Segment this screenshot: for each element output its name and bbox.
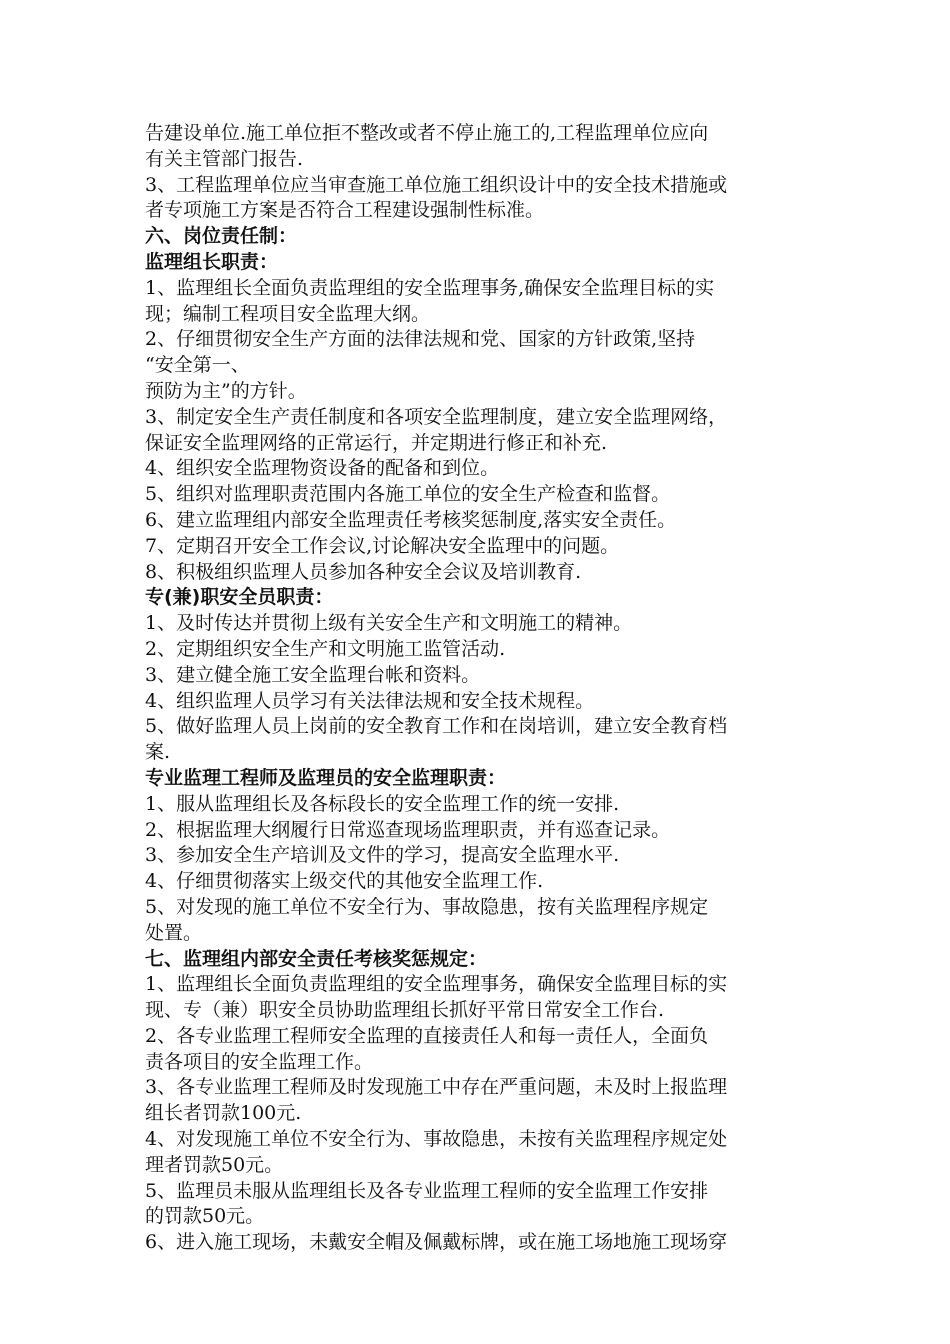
- text-line: 理者罚款50元。: [145, 1153, 284, 1176]
- text-line: 责各项目的安全监理工作。: [145, 1050, 374, 1073]
- text-line: 预防为主”的方针。: [145, 379, 307, 402]
- text-line: 4、组织监理人员学习有关法律法规和安全技术规程。: [145, 689, 595, 712]
- text-line: “安全第一、: [145, 354, 250, 377]
- text-line: 5、对发现的施工单位不安全行为、事故隐患，按有关监理程序规定: [145, 895, 709, 918]
- text-line: 2、定期组织安全生产和文明施工监管活动.: [145, 637, 506, 660]
- text-line: 有关主管部门报告.: [145, 147, 304, 170]
- text-line: 告建设单位.施工单位拒不整改或者不停止施工的,工程监理单位应向: [145, 122, 709, 144]
- text-line: 2、各专业监理工程师安全监理的直接责任人和每一责任人，全面负: [145, 1024, 709, 1047]
- text-line: 3、工程监理单位应当审查施工单位施工组织设计中的安全技术措施或: [145, 173, 728, 196]
- text-line: 组长者罚款100元.: [145, 1102, 302, 1125]
- text-line: 6、进入施工现场，未戴安全帽及佩戴标牌，或在施工场地施工现场穿: [145, 1231, 728, 1254]
- text-line: 8、积极组织监理人员参加各种安全会议及培训教育.: [145, 560, 582, 583]
- text-line: 2、仔细贯彻安全生产方面的法律法规和党、国家的方针政策,坚持: [145, 328, 696, 351]
- text-line: 3、制定安全生产责任制度和各项安全监理制度，建立安全监理网络，: [145, 405, 728, 428]
- text-line: 4、对发现施工单位不安全行为、事故隐患，未按有关监理程序规定处: [145, 1128, 728, 1151]
- section-heading: 专业监理工程师及监理员的安全监理职责：: [145, 766, 507, 789]
- document-page: [145, 121, 835, 1256]
- text-line: 者专项施工方案是否符合工程建设强制性标准。: [145, 199, 545, 222]
- text-line: 1、监理组长全面负责监理组的安全监理事务，确保安全监理目标的实: [145, 973, 728, 996]
- text-line: 1、及时传达并贯彻上级有关安全生产和文明施工的精神。: [145, 612, 633, 635]
- text-line: 处置。: [145, 921, 203, 944]
- text-line: 现、专（兼）职安全员协助监理组长抓好平常日常安全工作台.: [145, 999, 665, 1022]
- text-line: 7、定期召开安全工作会议,讨论解决安全监理中的问题。: [145, 534, 620, 557]
- section-heading: 监理组长职责：: [145, 250, 279, 273]
- text-line: 的罚款50元。: [145, 1205, 265, 1228]
- text-line: 3、参加安全生产培训及文件的学习，提高安全监理水平.: [145, 844, 620, 867]
- text-line: 6、建立监理组内部安全监理责任考核奖惩制度,落实安全责任。: [145, 508, 677, 531]
- text-line: 1、监理组长全面负责监理组的安全监理事务,确保安全监理目标的实: [145, 276, 715, 299]
- text-line: 案.: [145, 741, 171, 764]
- text-line: 1、服从监理组长及各标段长的安全监理工作的统一安排.: [145, 792, 620, 815]
- section-heading: 六、岗位责任制：: [145, 225, 298, 248]
- text-line: 2、根据监理大纲履行日常巡查现场监理职责，并有巡查记录。: [145, 818, 671, 841]
- section-heading: 专(兼)职安全员职责：: [145, 586, 334, 609]
- section-heading: 七、监理组内部安全责任考核奖惩规定：: [145, 947, 488, 970]
- text-line: 5、监理员未服从监理组长及各专业监理工程师的安全监理工作安排: [145, 1179, 709, 1202]
- text-line: 5、做好监理人员上岗前的安全教育工作和在岗培训，建立安全教育档: [145, 715, 728, 738]
- text-line: 保证安全监理网络的正常运行，并定期进行修正和补充.: [145, 431, 608, 454]
- text-line: 4、仔细贯彻落实上级交代的其他安全监理工作.: [145, 870, 544, 893]
- text-line: 3、建立健全施工安全监理台帐和资料。: [145, 663, 481, 686]
- text-line: 5、组织对监理职责范围内各施工单位的安全生产检查和监督。: [145, 483, 671, 506]
- text-line: 4、组织安全监理物资设备的配备和到位。: [145, 457, 500, 480]
- text-line: 现；编制工程项目安全监理大纲。: [145, 302, 431, 325]
- text-line: 3、各专业监理工程师及时发现施工中存在严重问题，未及时上报监理: [145, 1076, 728, 1099]
